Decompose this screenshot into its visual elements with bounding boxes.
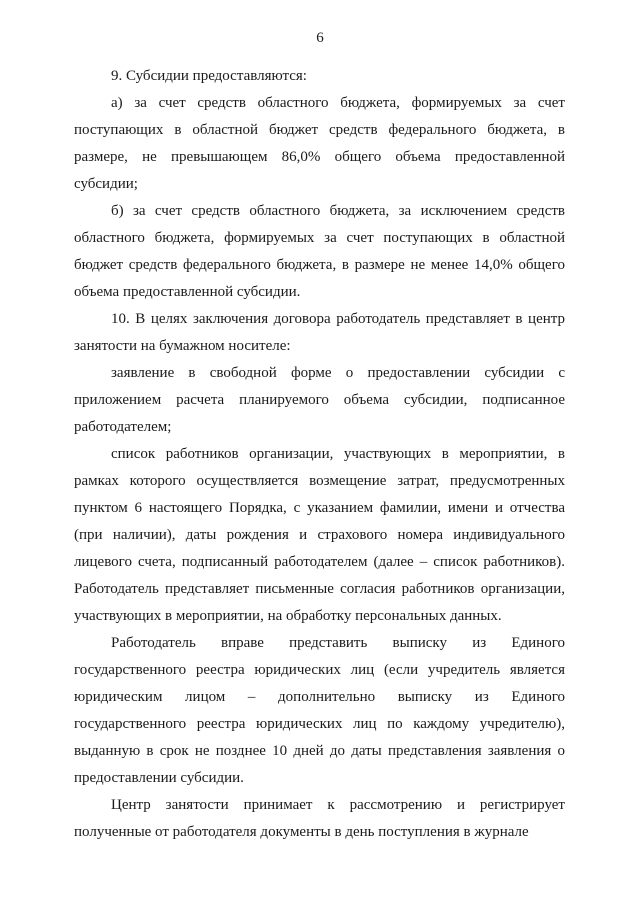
paragraph-application: заявление в свободной форме о предоставлении субсидии с приложением расчета планируемого объема субсидии, подписанное работодателем; <box>74 365 565 435</box>
paragraph-10-heading: 10. В целях заключения договора работодатель представляет в центр занятости на бумажном носителе: <box>74 311 565 354</box>
paragraph-employee-list: список работников организации, участвующих в мероприятии, в рамках которого осуществляется возмещение затрат, предусмотренных пунктом 6 настоящего Порядка, с указанием фамилии, имени и отчества (при наличии), даты рождения и страхового номера индивидуального лицевого счета, подписанный работодателем (далее – список работников). Работодатель представляет письменные согласия работников организации, участвующих в мероприятии, на обработку персональных данных. <box>74 446 565 624</box>
page-number: 6 <box>316 30 324 46</box>
document-body <box>74 63 565 846</box>
paragraph-9-heading: 9. Субсидии предоставляются: <box>111 68 307 84</box>
paragraph-9a: а) за счет средств областного бюджета, формируемых за счет поступающих в областной бюджет средств федерального бюджета, в размере, не превышающем 86,0% общего объема предоставленной субсидии; <box>74 95 565 192</box>
paragraph-employment-center: Центр занятости принимает к рассмотрению и регистрирует полученные от работодателя документы в день поступления в журнале <box>74 797 565 840</box>
paragraph-9b: б) за счет средств областного бюджета, за исключением средств областного бюджета, формируемых за счет поступающих в областной бюджет средств федерального бюджета, в размере не менее 14,0% общего объема предоставленной субсидии. <box>74 203 565 300</box>
paragraph-registry-extract: Работодатель вправе представить выписку из Единого государственного реестра юридических лиц (если учредитель является юридическим лицом – дополнительно выписку из Единого государственного реестра юридических лиц по каждому учредителю), выданную в срок не позднее 10 дней до даты представления заявления о предоставлении субсидии. <box>74 635 565 786</box>
